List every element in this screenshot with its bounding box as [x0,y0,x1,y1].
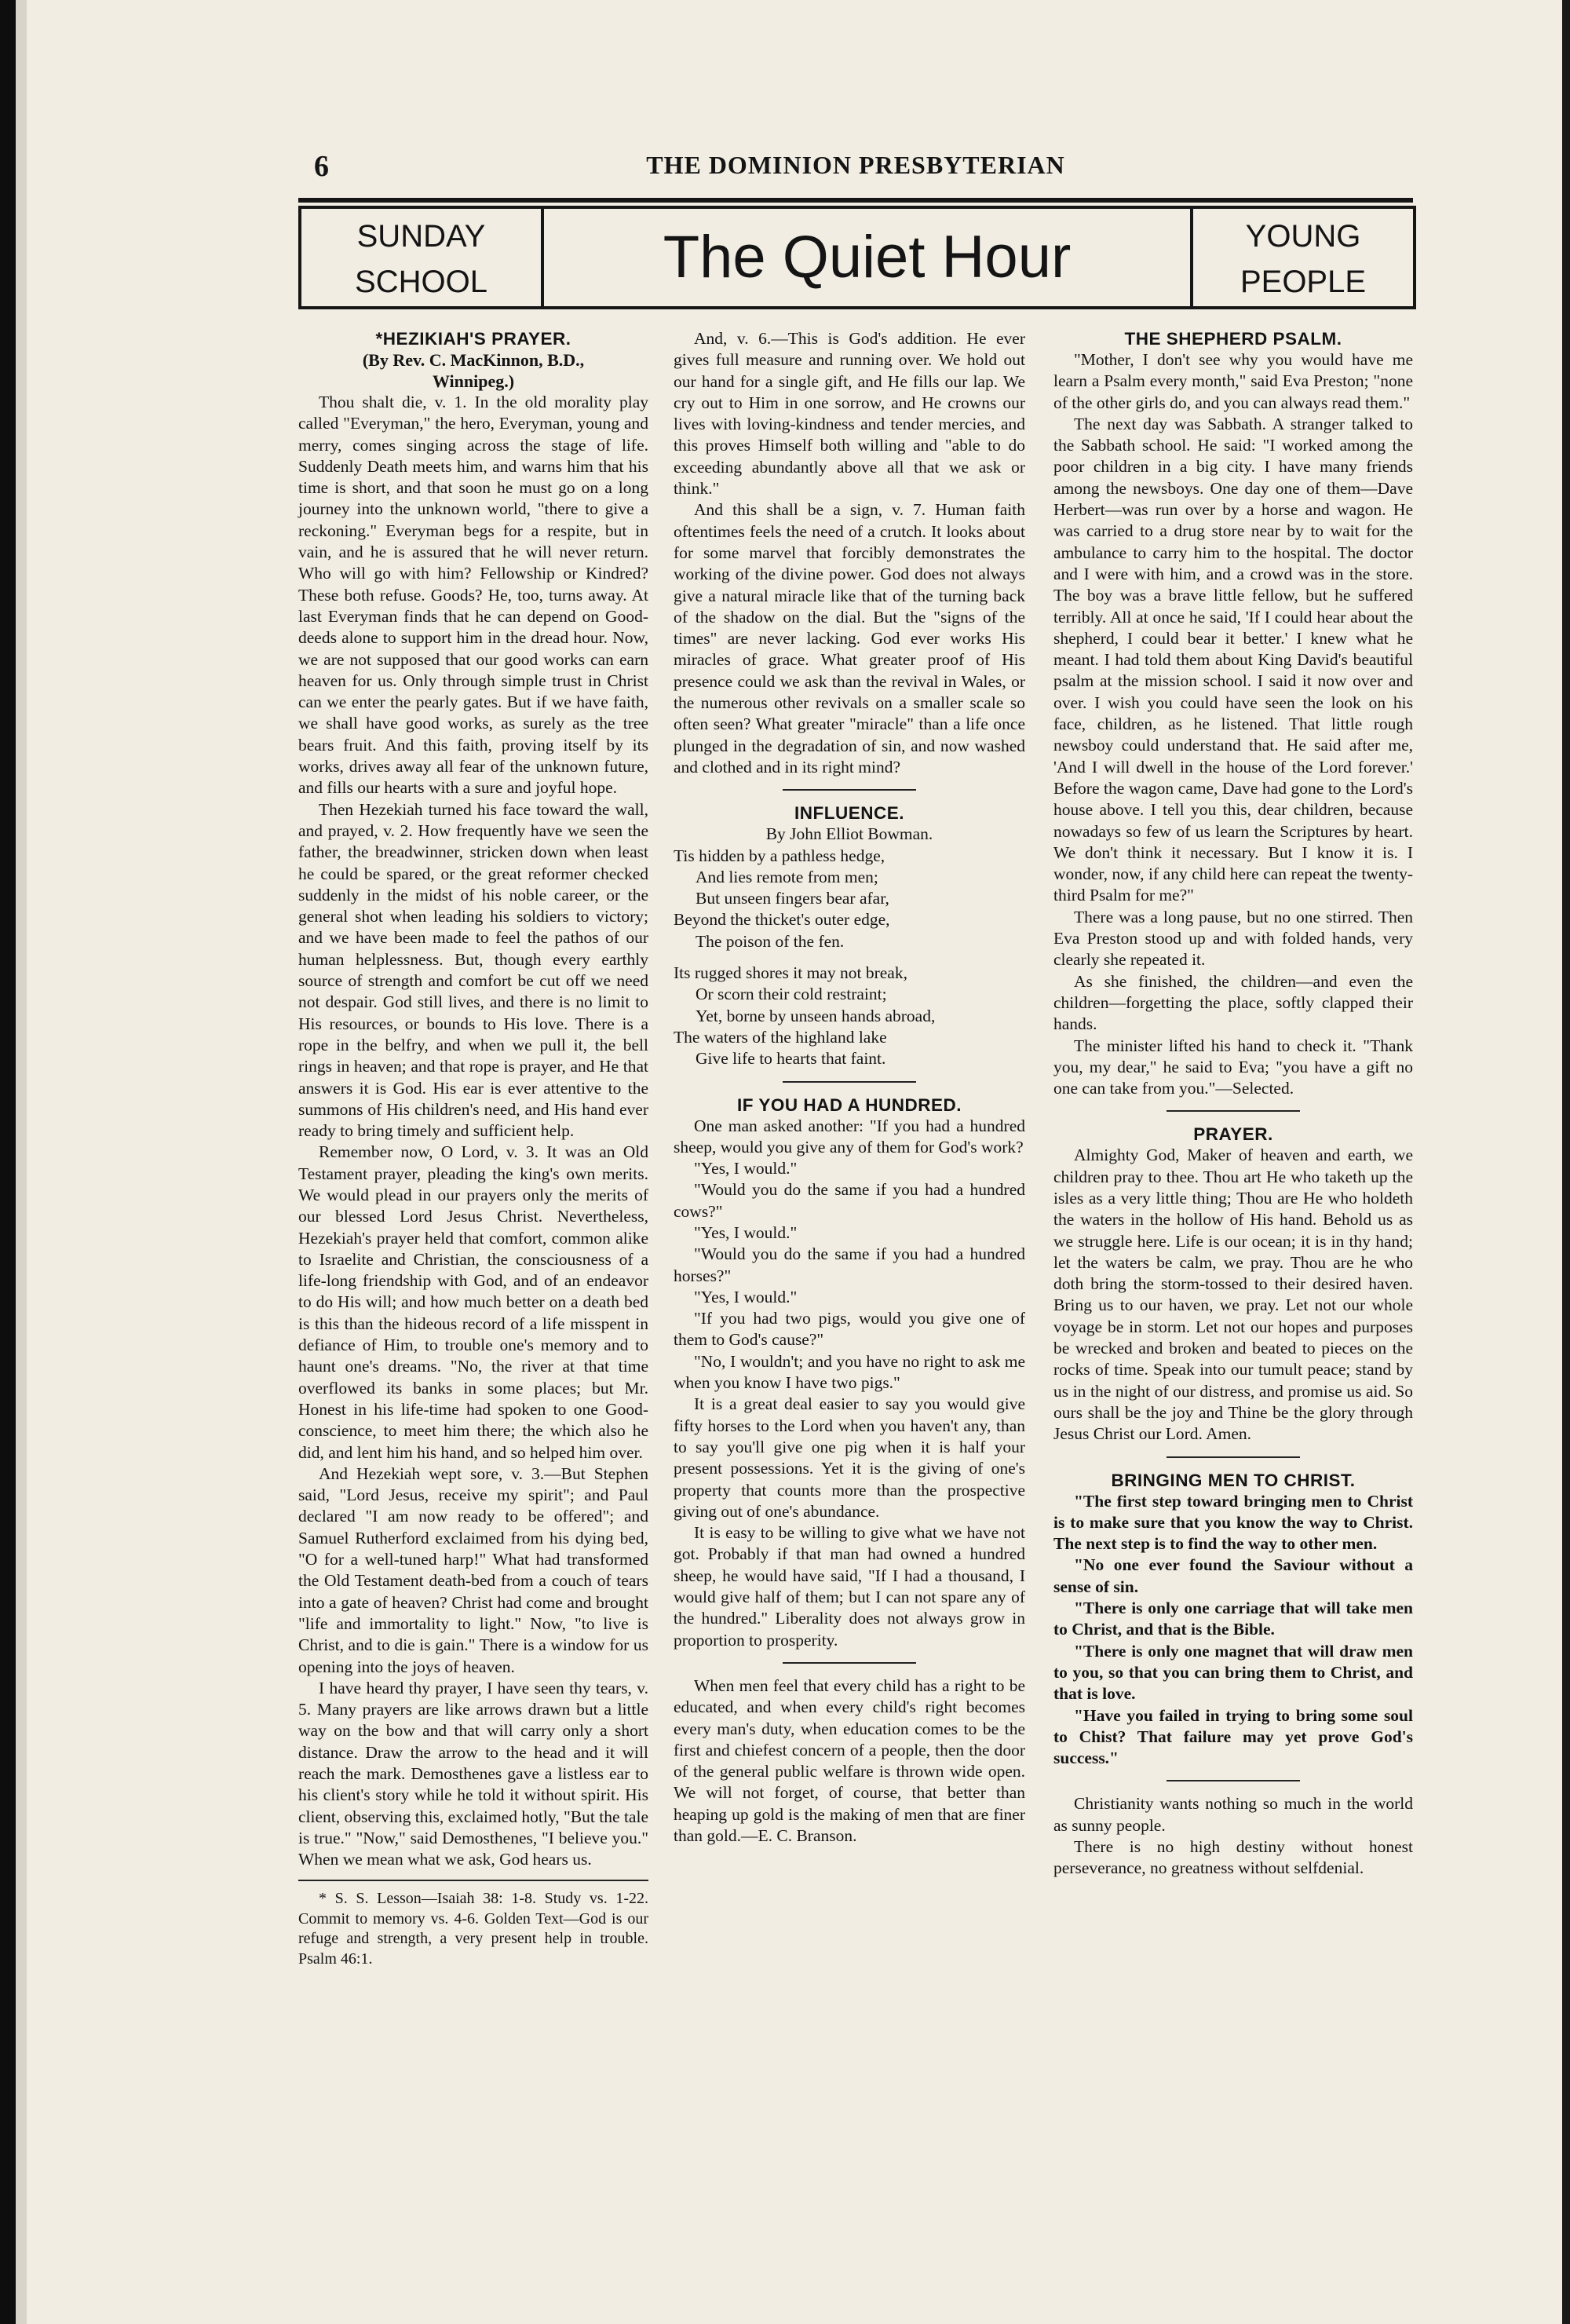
banner-sunday-school [301,209,544,306]
running-head [298,149,1413,196]
banner-title: The Quiet Hour [663,224,1072,290]
scan-left-edge [0,0,16,2324]
poem-line: The poison of the fen. [696,931,845,951]
section-rule [783,1081,916,1083]
paragraph: "Mother, I don't see why you would have me learn a Psalm every month," said Eva Preston; "none of the other girls do, and you can always read them." [1053,350,1413,412]
poem-line: Its rugged shores it may not break, [674,963,907,983]
page-number: 6 [314,150,329,183]
poem-author: By John Elliot Bowman. [765,824,933,844]
paragraph: And this shall be a sign, v. 7. Human faith oftentimes feels the need of a crutch. It looks about for some marvel that forcibly demonstrates the working of the divine power. God does not always give a natural miracle like that of the turning back of the shadow on the dial. But the "signs of the times" are never lacking. God ever works His miracles of grace. What greater proof of His presence could we ask than the revival in Wales, or the numerous other revivals on a smaller scale so often seen? What greater "miracle" than a life once plunged in the degradation of sin, and now washed and clothed and in its right mind? [674,500,1025,776]
poem-stanza-1 [674,846,1025,952]
article-title-hundred: IF YOU HAD A HUNDRED. [737,1094,962,1115]
banner-left-line-2: SCHOOL [355,265,487,299]
article-byline: (By Rev. C. MacKinnon, B.D., [362,350,585,370]
paragraph: "The first step toward bringing men to Christ is to make sure that you know the way to Christ. The next step is to find the way to other men. [1053,1491,1413,1554]
poem-line: Give life to hearts that faint. [696,1049,886,1069]
paragraph: And Hezekiah wept sore, v. 3.—But Stephen said, "Lord Jesus, receive my spirit"; and Paul declared "I am now ready to be offered"; and Samuel Rutherford exclaimed from his dying bed, "O for a well-tuned harp!" What had transformed the Old Testament death-bed from a couch of tears into a gate of heaven? Christ had come and brought "life and immortality to light." Now, "to live is Christ, and to die is gain." There is a window for us opening into the joys of heaven. [298,1463,648,1676]
poem-line: Tis hidden by a pathless hedge, [674,846,885,865]
journal-title: THE DOMINION PRESBYTERIAN [646,151,1065,179]
poem-stanza-2 [674,963,1025,1069]
paragraph: "If you had two pigs, would you give one of them to God's cause?" [674,1309,1025,1350]
stanza-gap [674,952,1025,963]
paragraph: Remember now, O Lord, v. 3. It was an Old Testament prayer, pleading the king's own merits. We would plead in our prayers only the merits of our blessed Lord Jesus Christ. Nevertheless, Hezekiah's prayer held that comfort, common alike to Israelite and Christian, the consciousness of a life-long friendship with God, and of an endeavor to do His will; and how much better on a death bed is this than the hideous record of a life misspent in defiance of Him, to trouble one's memory and to haunt one's dreams. "No, the river at that time overflowed its banks in some places; but Mr. Honest in his life-time had spoken to one Good-conscience, to meet him there; the which also he did, and lent him his hand, and so helped him over. [298,1142,648,1462]
paragraph: It is a great deal easier to say you would give fifty horses to the Lord when you haven't any, than to say you'll give one pig when it is half your present possessions. Yet it is the giving of one's property that counts more than the prospective giving out of one's abundance. [674,1394,1025,1521]
paragraph: "Have you failed in trying to bring some soul to Chist? That failure may yet prove God's success." [1053,1705,1413,1768]
column-3 [1053,328,1413,1880]
section-rule [1167,1780,1300,1781]
section-rule [1167,1456,1300,1458]
poem-title-influence: INFLUENCE. [794,803,904,824]
section-banner [298,206,1416,309]
banner-young-people [1190,209,1413,306]
poem-line: Yet, borne by unseen hands abroad, [696,1006,936,1025]
poem-line: The waters of the highland lake [674,1027,887,1047]
lesson-footnote: * S. S. Lesson—Isaiah 38: 1-8. Study vs. 1-22. Commit to memory vs. 4-6. Golden Text—God is our refuge and strength, a very present help in trouble. Psalm 46:1. [298,1890,648,1968]
paragraph: There was a long pause, but no one stirred. Then Eva Preston stood up and with folded hands, very clearly she repeated it. [1053,907,1413,970]
paragraph: "Would you do the same if you had a hundred cows?" [674,1180,1025,1221]
section-rule [1167,1110,1300,1112]
paragraph: One man asked another: "If you had a hundred sheep, would you give any of them for God's work? [674,1116,1025,1157]
scan-margin-band [16,0,27,2324]
poem-line: Or scorn their cold restraint; [696,985,887,1004]
paragraph: "Would you do the same if you had a hundred horses?" [674,1244,1025,1285]
banner-left-line-1: SUNDAY [356,219,486,254]
poem-line: Beyond the thicket's outer edge, [674,910,890,930]
paragraph: It is easy to be willing to give what we have not got. Probably if that man had owned a hundred sheep, he would have said, "If I had a thousand, I would give half of them; but I can not spare any of the hundred." Liberality does not always grow in proportion to prosperity. [674,1523,1025,1650]
column-2 [674,328,1025,1847]
paragraph: "Yes, I would." [694,1222,798,1242]
closing-paragraph: Christianity wants nothing so much in the world as sunny people. [1053,1794,1413,1835]
paragraph: Thou shalt die, v. 1. In the old morality play called "Everyman," the hero, Everyman, young and merry, comes singing across the stage of life. Suddenly Death meets him, and warns him that his time is short, and that soon he must go on a long journey into the unknown world, "there to give a reckoning." Everyman begs for a respite, but in vain, and he is assured that he will never return. Who will go with him? Fellowship or Kindred? These both refuse. Goods? He, too, turns away. At last Everyman finds that he can depend on Good-deeds alone to support him in the dread hour. Now, we are not supposed that our good works can earn heaven for us. Only through simple trust in Christ can we enter the pearly gates. But if we have faith, we shall have good works, as surely as the tree bears fruit. And this faith, proving itself by its works, drives away all fear of the unknown future, and fills our hearts with a sure and joyful hope. [298,393,648,798]
column-1 [298,328,648,1969]
paragraph: Then Hezekiah turned his face toward the wall, and prayed, v. 2. How frequently have we seen the father, the breadwinner, stricken down when least he could be spared, or the great reformer checked suddenly in the midst of his noble career, or the general shot when leading his soldiers to victory; and we have been made to feel the pathos of our human helplessness. But, though every earthly source of strength and comfort be cut off we need not despair. God still lives, and there is no limit to His resources, or bounds to His love. There is a rope in the belfry, and when we pull it, the bell rings in heaven; and that rope is prayer, and He that answers it is God. His ear is ever attentive to the summons of His children's need, and His hand ever ready to bring timely and sufficient help. [298,799,648,1141]
banner-right-line-1: YOUNG [1245,219,1361,254]
article-byline-place: Winnipeg.) [432,371,515,391]
footnote-rule [298,1880,648,1881]
paragraph: And, v. 6.—This is God's addition. He ever gives full measure and running over. We hold out our hand for a single gift, and He fills our lap. We cry out to Him in one sorrow, and He crowns our lives with loving-kindness and tender mercies, and this proves Himself both willing and "able to do exceeding abundantly above all that we ask or think." [674,329,1025,499]
paragraph: The minister lifted his hand to check it. "Thank you, my dear," he said to Eva; "you have a gift no one can take from you."—Selected. [1053,1036,1413,1098]
paragraph: "No one ever found the Saviour without a sense of sin. [1053,1555,1413,1596]
article-title-shepherd: THE SHEPHERD PSALM. [1124,329,1342,349]
section-rule [783,789,916,791]
paragraph: "Yes, I would." [694,1159,798,1178]
poem-line: But unseen fingers bear afar, [696,889,889,908]
paragraph: I have heard thy prayer, I have seen thy tears, v. 5. Many prayers are like arrows drawn but a little way on the bow and that will carry only a short distance. Draw the arrow to the head and it will reach the mark. Demosthenes gave a listless ear to his client's story while he told it without spirit. His client, observing this, exclaimed hotly, "But the tale is true." "Now," said Demosthenes, "I believe you." When we mean what we ask, God hears us. [298,1678,648,1869]
banner-right-line-2: PEOPLE [1240,265,1367,299]
closing-paragraph: There is no high destiny without honest perseverance, no greatness without selfdenial. [1053,1837,1413,1878]
paragraph: "There is only one carriage that will take men to Christ, and that is the Bible. [1053,1599,1413,1639]
article-title-prayer: PRAYER. [1193,1124,1273,1145]
article-title-hezekiah: *HEZIKIAH'S PRAYER. [375,329,571,349]
poem-line: And lies remote from men; [696,867,878,886]
section-rule [783,1662,916,1664]
prayer-text: Almighty God, Maker of heaven and earth, we children pray to thee. Thou art He who taketh up the isles as a very little thing; Thou are He who holdeth the waters in the hollow of His hand. Behold us as we struggle here. Life is our ocean; it is in thy hand; let the waters be calm, we pray. Thou are he who doth bring the storm-tossed to their desired haven. Bring us to our haven, we pray. Let not our whole voyage be in storm. Let not our hopes and purposes be wrecked and broken and beated to pieces on the rocks of time. Speak into our tumult peace; stand by us in the night of our distress, and promise us aid. So ours shall be the joy and Thine be the glory through Jesus Christ our Lord. Amen. [1053,1146,1413,1444]
paragraph: "Yes, I would." [694,1287,798,1306]
scan-right-edge [1562,0,1570,2324]
paragraph: "No, I wouldn't; and you have no right to ask me when you know I have two pigs." [674,1351,1025,1393]
branson-quote: When men feel that every child has a right to be educated, and when every child's right becomes every man's duty, when education comes to be the first and chiefest concern of a people, then the door of the general public welfare is thrown wide open. We will not forget, of course, that better than heaping up gold is the making of men that are finer than gold.—E. C. Branson. [674,1675,1025,1845]
paragraph: The next day was Sabbath. A stranger talked to the Sabbath school. He said: "I worked among the poor children in a big city. I have many friends among the newsboys. One day one of them—Dave Herbert—was run over by a horse and wagon. He was carried to a drug store near by to wait for the ambulance to carry him to the hospital. The doctor and I were with him, and a crowd was in the store. The boy was a brave little fellow, but he suffered terribly. All at once he said, 'If I could hear about the shepherd, I could bear it better.' I knew what he meant. I had told them about King David's beautiful psalm at the mission school. I said it now over and over. I wish you could have seen the look on his face, children, as he listened. That little rough newsboy could understand that. He said after me, 'And I will dwell in the house of the Lord forever.' Before the wagon came, Dave had gone to the Lord's house above. I tell you this, dear children, because nowadays so few of us learn the Scriptures by heart. We don't think it necessary. But I know it is. I wonder, now, if any child here can repeat the twenty-third Psalm for me?" [1053,414,1413,905]
paragraph: "There is only one magnet that will draw men to you, so that you can bring them to Christ, and that is love. [1053,1641,1413,1704]
header-rule [298,198,1413,203]
paragraph: As she finished, the children—and even the children—forgetting the place, softly clapped their hands. [1053,971,1413,1034]
article-title-bringing: BRINGING MEN TO CHRIST. [1111,1470,1356,1490]
